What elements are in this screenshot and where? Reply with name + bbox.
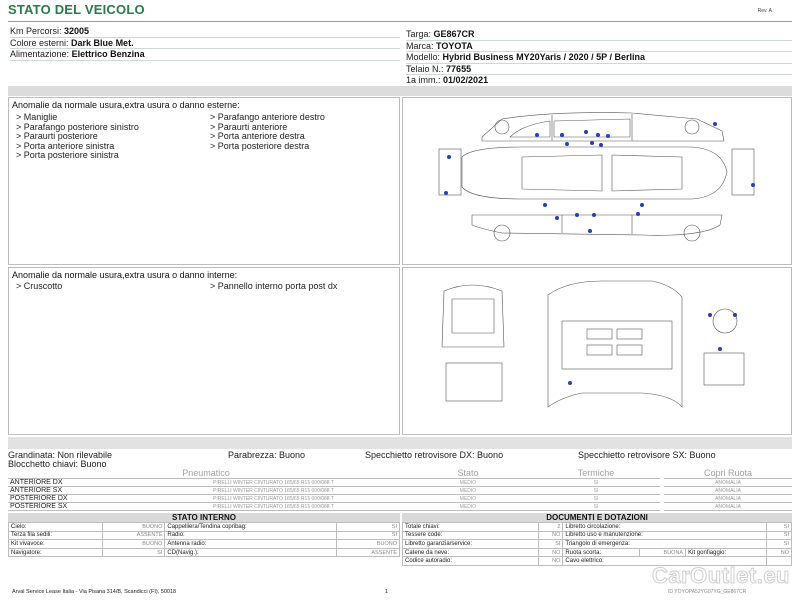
title-divider — [8, 21, 792, 22]
info-row: Km Percorsi: 32005 — [10, 26, 400, 38]
interior-state-title: STATO INTERNO — [8, 513, 400, 522]
vehicle-info-left — [10, 26, 400, 61]
model-value: Hybrid Business MY20Yaris / 2020 / 5P / Berlina — [442, 52, 645, 62]
table-row: Tessere code: NO Libretto uso e manutenzione: SI — [403, 531, 792, 540]
tyre-table — [8, 468, 792, 511]
fuel-value: Elettrico Benzina — [71, 49, 145, 59]
damage-markers — [568, 313, 737, 385]
table-row: Catene da neve: NO Ruota scorta: BUONA Kit gonfiaggio: NO — [403, 548, 792, 557]
table-row: POSTERIORE DX PIRELLI WINTER CINTURATO 185/65 R15 000/088 T MEDIO SI ANOMALIA — [8, 495, 792, 503]
list-item: > Porta posteriore sinistra — [16, 150, 119, 160]
list-item: > Pannello interno porta post dx — [210, 281, 338, 291]
info-row: Telaio N.: 77655 — [406, 64, 792, 76]
tyre-header: Pneumatico — [8, 468, 404, 479]
list-item: > Paraurti anteriore — [210, 121, 288, 132]
external-damage-list-1 — [16, 113, 139, 161]
chassis-value: 77655 — [446, 63, 472, 74]
info-row: Targa: GE867CR — [406, 29, 792, 41]
list-item: > Cruscotto — [16, 281, 63, 291]
mirror-sx-status: Specchietto retrovisore SX: Buono — [578, 450, 716, 460]
table-row: ANTERIORE SX PIRELLI WINTER CINTURATO 185/65 R15 000/088 T MEDIO SI ANOMALIA — [8, 487, 792, 495]
state-header: Stato — [404, 468, 532, 479]
brand-value: TOYOTA — [436, 40, 473, 51]
info-row: Colore esterni: Dark Blue Met. — [10, 38, 400, 50]
revision-label: Rev. A — [757, 8, 772, 14]
list-item: > Porta anteriore sinistra — [16, 140, 115, 151]
info-row: Marca: TOYOTA — [406, 41, 792, 53]
table-row: Codice autoradio: NO Cavo elettrico: — [403, 557, 792, 566]
color-value: Dark Blue Met. — [71, 37, 134, 48]
internal-damage-panel — [8, 267, 400, 435]
watermark-logo: CarOutlet.eu — [651, 563, 790, 588]
external-damage-title: Anomalie da normale usura,extra usura o danno esterne: — [12, 100, 240, 110]
plate-value: GE867CR — [433, 29, 475, 39]
table-row: Navigatore: SI CD(Navig.): ASSENTE — [9, 548, 400, 557]
vehicle-info-right — [406, 29, 792, 87]
table-row: ANTERIORE DX PIRELLI WINTER CINTURATO 185/65 R15 000/088 T MEDIO SI ANOMALIA — [8, 479, 792, 487]
exterior-car-diagram — [402, 97, 792, 265]
internal-damage-list-1 — [16, 282, 62, 292]
documents-title: DOCUMENTI E DOTAZIONI — [402, 513, 792, 522]
table-row: Terza fila sedili: ASSENTE Radio: SI — [9, 531, 400, 540]
km-value: 32005 — [64, 26, 90, 36]
registration-value: 01/02/2021 — [443, 75, 489, 85]
page-title: STATO DEL VEICOLO — [8, 2, 145, 17]
info-row: 1a imm.: 01/02/2021 — [406, 75, 792, 87]
list-item: > Maniglie — [16, 112, 58, 122]
key-lock-status: Blocchetto chiavi: Buono — [8, 459, 107, 469]
table-row: Totale chiavi: 2 Libretto circolazione: SI — [403, 523, 792, 532]
info-row: Modello: Hybrid Business MY20Yaris / 2020 / 5P / Berlina — [406, 52, 792, 64]
list-item: > Parafango posteriore sinistro — [16, 121, 139, 132]
interior-car-diagram — [402, 267, 792, 435]
wheelcover-header: Copri Ruota — [664, 468, 792, 479]
company-address: Arval Service Lease Italia - Via Pisana 314/B, Scandicci (FI), 50018 — [12, 589, 177, 595]
section-bar — [8, 86, 792, 96]
hail-status: Grandinata: Non rilevabile — [8, 450, 113, 460]
internal-damage-list-2 — [210, 282, 337, 292]
document-id: ID YOYOPA52YG07YG_GE867CR — [668, 589, 747, 595]
page-number: 1 — [385, 589, 389, 595]
table-row: Kit vivavoce: BUONO Antenna radio: BUONO — [9, 540, 400, 549]
table-row: POSTERIORE SX PIRELLI WINTER CINTURATO 185/65 R15 000/088 T MEDIO SI ANOMALIA — [8, 503, 792, 511]
table-row: Libretto garanzia/service: SI Triangolo di emergenza: SI — [403, 540, 792, 549]
damage-markers — [444, 122, 755, 233]
documents-table — [402, 522, 792, 566]
list-item: > Porta posteriore destra — [210, 140, 310, 151]
section-bar — [8, 437, 792, 449]
info-row: Alimentazione: Elettrico Benzina — [10, 49, 400, 61]
external-damage-list-2 — [210, 113, 325, 151]
table-row: Cielo: BUONO Cappelliera/Tendina copribag: SI — [9, 523, 400, 532]
list-item: > Parafango anteriore destro — [210, 112, 325, 122]
list-item: > Paraurti posteriore — [16, 131, 98, 141]
interior-state-table — [8, 522, 400, 557]
thermal-header: Termiche — [532, 468, 660, 479]
windshield-status: Parabrezza: Buono — [228, 450, 306, 460]
internal-damage-title: Anomalie da normale usura,extra usura o danno interne: — [12, 270, 238, 280]
mirror-dx-status: Specchietto retrovisore DX: Buono — [365, 450, 504, 460]
list-item: > Porta anteriore destra — [210, 131, 305, 141]
